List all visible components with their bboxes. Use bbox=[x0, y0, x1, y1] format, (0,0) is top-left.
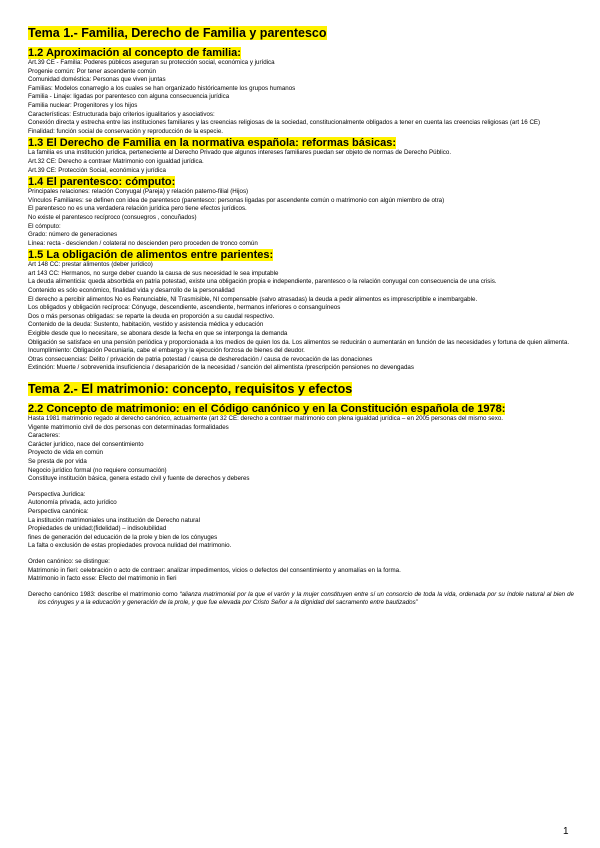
text-line: Extinción: Muerte / sobrevenida insuficiencia / desaparición de la necesidad / sanción del alimentista /prescripción pensiones no devengadas bbox=[28, 364, 414, 372]
text-line: Vigente matrimonio civil de dos personas con determinadas formalidades bbox=[28, 423, 229, 431]
text-line: Grado: número de generaciones bbox=[28, 231, 118, 239]
tema-2-title: El matrimonio: concepto, requisitos y efectos bbox=[81, 382, 353, 396]
section-1-3-body bbox=[28, 149, 574, 175]
text-line: Orden canónico: se distingue: bbox=[28, 557, 110, 565]
tema-2-number: Tema 2. bbox=[28, 382, 74, 396]
section-1-5-body bbox=[28, 261, 574, 373]
section-1-5-title: La obligación de alimentos entre parientes: bbox=[46, 249, 274, 262]
text-line: fines de generación del educación de la prole y bien de los cónyuges bbox=[28, 533, 218, 541]
tema-1-heading: Tema 1.- Familia, Derecho de Familia y parentesco bbox=[28, 26, 327, 40]
section-1-2-heading bbox=[28, 47, 574, 59]
text-line: Familia nuclear: Progenitores y los hijos bbox=[28, 101, 138, 109]
section-1-2-number: 1.2 bbox=[28, 47, 44, 59]
text-line: Familia - Linaje: ligadas por parentesco con alguna consecuencia jurídica bbox=[28, 93, 230, 101]
text-line: Características: Estructurada bajo criterios igualitarios y asociativos: bbox=[28, 110, 215, 118]
text-line: Proyecto de vida en común bbox=[28, 449, 103, 457]
text-line: Vínculos Familiares: se definen con idea de parentesco (parentesco: personas ligadas por ascendente común o matrimonio con algún miembro de otra) bbox=[28, 196, 445, 204]
page-number: 1 bbox=[563, 826, 569, 837]
text-line: Conexión directa y estrecha entre las instituciones familiares y las creencias religiosas de la sociedad, constitucionalmente obligados a tener en cuenta las creencias religiosas (art 16 CE) bbox=[28, 119, 541, 127]
text-line: Se presta de por vida bbox=[28, 457, 87, 465]
tema-2-heading: Tema 2.- El matrimonio: concepto, requisitos y efectos bbox=[28, 382, 353, 396]
text-line: Obligación se satisface en una pensión periódica y proporcionada a los medios de quien los da. Los alimentos se reducirán o aumentarán en función de las necesidades y fortuna de quien alimenta. bbox=[28, 338, 570, 346]
text-line: Carácter jurídico, nace del consentimiento bbox=[28, 440, 144, 448]
text-line: Art.32 CE: Derecho a contraer Matrimonio con igualdad jurídica. bbox=[28, 157, 204, 165]
text-line: Contenido de la deuda: Sustento, habitación, vestido y asistencia médica y educación bbox=[28, 321, 264, 329]
text-line: Negocio jurídico formal (no requiere consumación) bbox=[28, 466, 167, 474]
text-line: La falta o exclusión de estas propiedades provoca nulidad del matrimonio. bbox=[28, 542, 232, 550]
section-1-2-title: Aproximación al concepto de familia: bbox=[45, 47, 241, 59]
text-line: No existe el parentesco recíproco (consuegros , concuñados) bbox=[28, 213, 197, 221]
section-1-4-body bbox=[28, 188, 574, 248]
text-line: Progenie común: Por tener ascendente común bbox=[28, 67, 156, 75]
text-line: La deuda alimenticia: queda absorbida en patria potestad, existe una obligación propia e independiente, parentesco o la relación conyugal con consecuencia de una crisis. bbox=[28, 278, 497, 286]
text-line: Caracteres: bbox=[28, 432, 60, 440]
text-line: Comunidad doméstica: Personas que viven juntas bbox=[28, 76, 166, 84]
text-line: Dos o más personas obligadas: se reparte la deuda en proporción a su caudal respectivo. bbox=[28, 312, 275, 320]
text-line: El derecho a percibir alimentos No es Renunciable, NI Trasmisible, NI compensable (salvo atrasadas) la deuda a pedir alimentos es imprescriptible e inembargable. bbox=[28, 295, 478, 303]
tema-1-number: Tema 1. bbox=[28, 26, 74, 40]
text-line: Principales relaciones: relación Conyugal (Pareja) y relación paterno-filial (Hijos) bbox=[28, 188, 249, 196]
section-1-4-title: El parentesco: cómputo: bbox=[46, 176, 176, 189]
text-line: Otras consecuencias: Delito / privación de patria potestad / causa de desheredación / causa de revocación de las donaciones bbox=[28, 355, 373, 363]
quote-intro: Derecho canónico 1983: describe el matrimonio como bbox=[28, 590, 180, 598]
text-line: El parentesco no es una verdadera relación jurídica pero tiene efectos jurídicos. bbox=[28, 205, 247, 213]
section-1-5-heading bbox=[28, 249, 574, 261]
text-line: Art 148 CC: prestar alimentos (deber jurídico) bbox=[28, 261, 153, 269]
text-line: Incumplimiento: Obligación Pecuniaria, cabe el embargo y la ejecución forzosa de bienes del deudor. bbox=[28, 347, 305, 355]
section-1-5-number: 1.5 bbox=[28, 249, 44, 262]
section-1-2-body bbox=[28, 59, 574, 136]
section-1-4-heading bbox=[28, 176, 574, 188]
tema-1-title: Familia, Derecho de Familia y parentesco bbox=[81, 26, 327, 40]
text-line: Línea: recta - descienden / colateral no descienden pero proceden de tronco común bbox=[28, 239, 258, 247]
section-2-2-number: 2.2 bbox=[28, 403, 44, 415]
text-line: Matrimonio in fieri: celebración o acto de contraer: analizar impedimentos, vicios o defectos del consentimiento y anomalías en la forma. bbox=[28, 566, 401, 574]
section-1-3-number: 1.3 bbox=[28, 137, 44, 150]
text-line: El cómputo: bbox=[28, 222, 61, 230]
text-line: art 143 CC: Hermanos, no surge deber cuando la causa de sus necesidad le sea imputable bbox=[28, 269, 279, 277]
section-1-3-heading bbox=[28, 137, 574, 149]
text-line: Art.39 CE - Familia: Poderes públicos aseguran su protección social, económica y jurídica bbox=[28, 59, 275, 66]
canonical-definition bbox=[28, 591, 574, 608]
section-2-2-body bbox=[28, 415, 574, 608]
text-line: Matrimonio in facto esse: Efecto del matrimonio in fieri bbox=[28, 575, 177, 583]
text-line: La familia es una institución jurídica, perteneciente al Derecho Privado que algunos intereses familiares puedan ser objeto de normas de Derecho Público. bbox=[28, 149, 452, 157]
text-line: Familias: Modelos conarreglo a los cuales se han organizado históricamente los grupos humanos bbox=[28, 84, 296, 92]
section-2-2-title: Concepto de matrimonio: en el Código canónico y en la Constitución española de 1978: bbox=[46, 403, 506, 415]
text-line: Perspectiva Jurídica: bbox=[28, 490, 86, 498]
section-2-2-heading bbox=[28, 403, 574, 415]
text-line: Finalidad: función social de conservación y reproducción de la especie. bbox=[28, 127, 224, 135]
text-line: Perspectiva canónica: bbox=[28, 507, 89, 515]
text-line: La institución matrimoniales una institución de Derecho natural bbox=[28, 516, 200, 524]
section-1-4-number: 1.4 bbox=[28, 176, 44, 189]
text-line: Hasta 1981 matrimonio regado al derecho canónico, actualmente (art 32 CE: derecho a contraer matrimonio con plena igualdad jurídica – en 2005 personas del mismo sexo. bbox=[28, 415, 503, 422]
page-content bbox=[28, 26, 574, 608]
text-line: Autonomía privada, acto jurídico bbox=[28, 499, 117, 507]
text-line: Constituye institución básica, genera estado civil y fuente de derechos y deberes bbox=[28, 475, 250, 483]
section-1-3-title: El Derecho de Familia en la normativa española: reformas básicas: bbox=[46, 137, 397, 150]
text-line: Exigible desde que lo necesitare, se abonara desde la fecha en que se interponga la demanda bbox=[28, 330, 288, 338]
text-line: Art.39 CE: Protección Social, económica y jurídica bbox=[28, 166, 166, 174]
text-line: Los obligados y obligación recíproca: Cónyuge, descendiente, ascendiente, hermanos inferiores o consanguíneos bbox=[28, 304, 341, 312]
quote-text: “alianza matrimonial por la que el varón y la mujer constituyen entre sí un consorcio de toda la vida, ordenada por su índole natural al bien de los cónyuges y a la educación y generación de la prole, y que fue elevada por Cristo Señor a la dignidad del sacramento entre bautizados” bbox=[38, 590, 575, 607]
text-line: Contenido es sólo económico, finalidad vida y desarrollo de la personalidad bbox=[28, 287, 235, 295]
text-line: Propiedades de unidad;(fidelidad) – indisolubilidad bbox=[28, 525, 167, 533]
